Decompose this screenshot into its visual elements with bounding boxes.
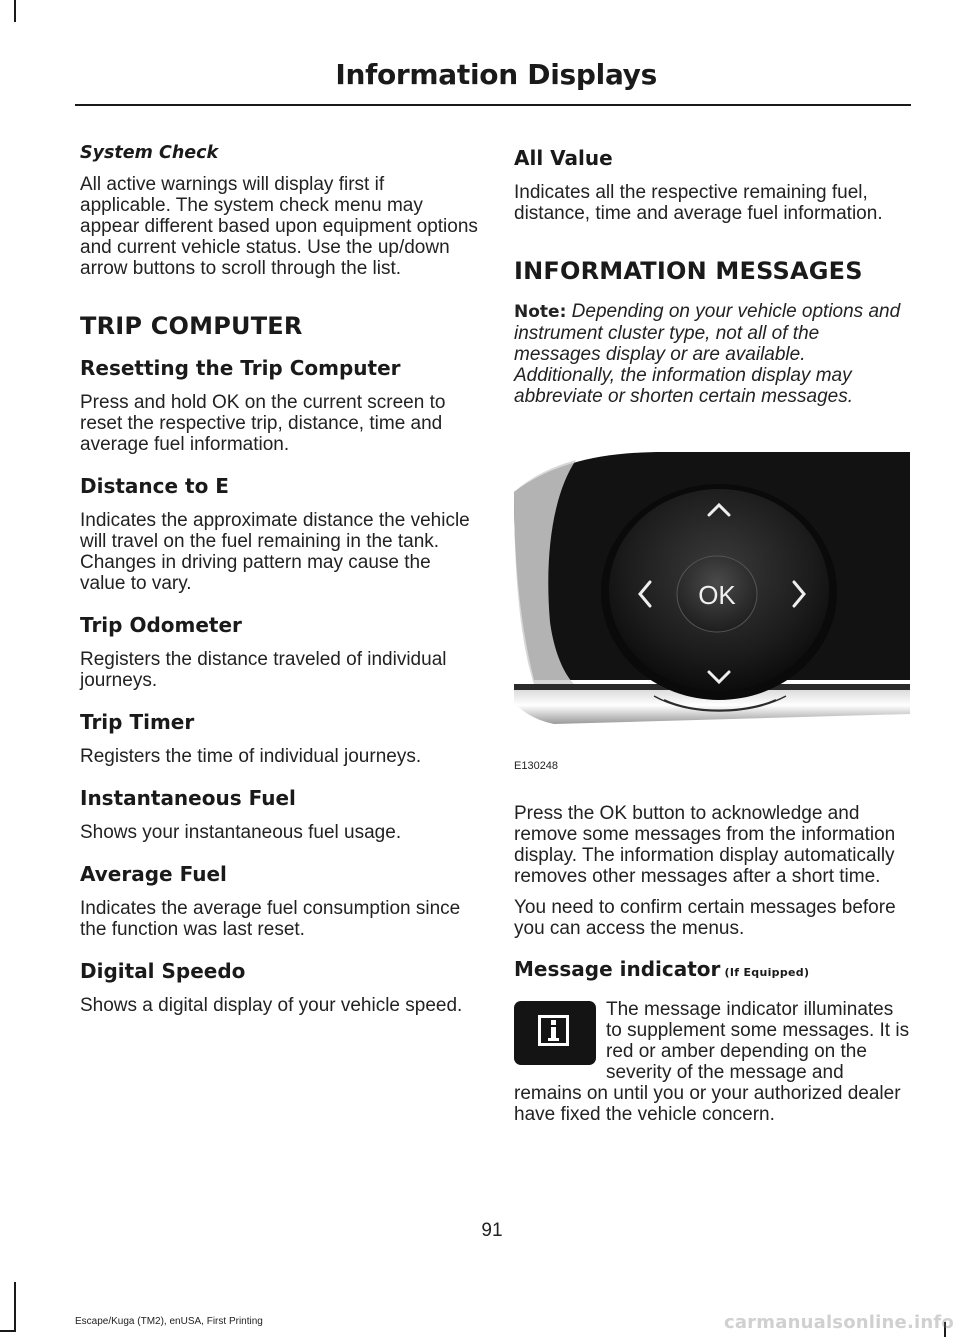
figure-caption: E130248	[514, 760, 559, 772]
edition-footer: Escape/Kuga (TM2), enUSA, First Printing	[75, 1316, 263, 1327]
message-indicator-heading	[514, 957, 910, 985]
trip-odometer-text: Registers the distance traveled of individual journeys.	[80, 649, 447, 691]
trip-timer-heading: Trip Timer	[80, 710, 195, 734]
note-paragraph	[514, 301, 910, 407]
figure-ok-label: OK	[698, 580, 736, 610]
information-messages-heading: INFORMATION MESSAGES	[514, 257, 863, 285]
trip-timer-text: Registers the time of individual journeys.	[80, 746, 422, 767]
message-indicator-title: Message indicator	[514, 957, 721, 981]
crop-mark-bottom-left	[14, 1282, 16, 1332]
information-indicator-icon	[514, 1001, 596, 1065]
crop-mark-top-left	[14, 0, 16, 22]
note-text: Depending on your vehicle options and instrument cluster type, not all of the messages display or are available. Additionally, the information display may abbreviate or shorten certain messages.	[514, 301, 901, 407]
distance-heading: Distance to E	[80, 474, 229, 498]
instantaneous-fuel-heading: Instantaneous Fuel	[80, 786, 296, 810]
watermark: carmanualsonline.info	[723, 1312, 954, 1333]
if-equipped-label: (If Equipped)	[720, 966, 810, 979]
ok-button-text: Press the OK button to acknowledge and remove some messages from the information display. The information display automatically removes other messages after a short time.	[514, 803, 896, 887]
digital-speedo-text: Shows a digital display of your vehicle speed.	[80, 995, 463, 1016]
page-number: 91	[481, 1220, 503, 1241]
trip-odometer-heading: Trip Odometer	[80, 613, 242, 637]
resetting-text: Press and hold OK on the current screen to reset the respective trip, distance, time and average fuel information.	[80, 392, 446, 455]
system-check-heading: System Check	[80, 143, 219, 163]
digital-speedo-heading: Digital Speedo	[80, 959, 246, 983]
message-indicator-text: The message indicator illuminates to supplement some messages. It is red or amber depending on the severity of the message and remains on until you or your authorized dealer have fixed the vehicle concern.	[514, 999, 910, 1125]
steering-wheel-controls-figure	[514, 452, 910, 756]
distance-text: Indicates the approximate distance the vehicle will travel on the fuel remaining in the tank. Changes in driving pattern may cause the value to vary.	[80, 510, 470, 594]
right-column	[514, 142, 910, 1125]
average-fuel-text: Indicates the average fuel consumption since the function was last reset.	[80, 898, 461, 940]
left-column	[80, 142, 480, 1016]
resetting-heading: Resetting the Trip Computer	[80, 356, 401, 380]
header-rule	[75, 104, 911, 106]
note-label: Note:	[514, 302, 567, 322]
all-value-heading: All Value	[514, 146, 613, 170]
trip-computer-heading: TRIP COMPUTER	[80, 312, 303, 340]
message-indicator-block	[514, 999, 910, 1125]
instantaneous-fuel-text: Shows your instantaneous fuel usage.	[80, 822, 402, 843]
confirm-messages-text: You need to confirm certain messages before you can access the menus.	[514, 897, 896, 939]
page-title: Information Displays	[335, 58, 657, 91]
average-fuel-heading: Average Fuel	[80, 862, 227, 886]
system-check-text: All active warnings will display first if applicable. The system check menu may appear different based upon equipment options and current vehicle status. Use the up/down arrow buttons to scroll through the list.	[80, 174, 478, 279]
crop-mark-bottom-left-h	[0, 1330, 16, 1332]
steering-wheel-controls-illustration	[514, 452, 910, 756]
all-value-text: Indicates all the respective remaining fuel, distance, time and average fuel information.	[514, 182, 883, 224]
